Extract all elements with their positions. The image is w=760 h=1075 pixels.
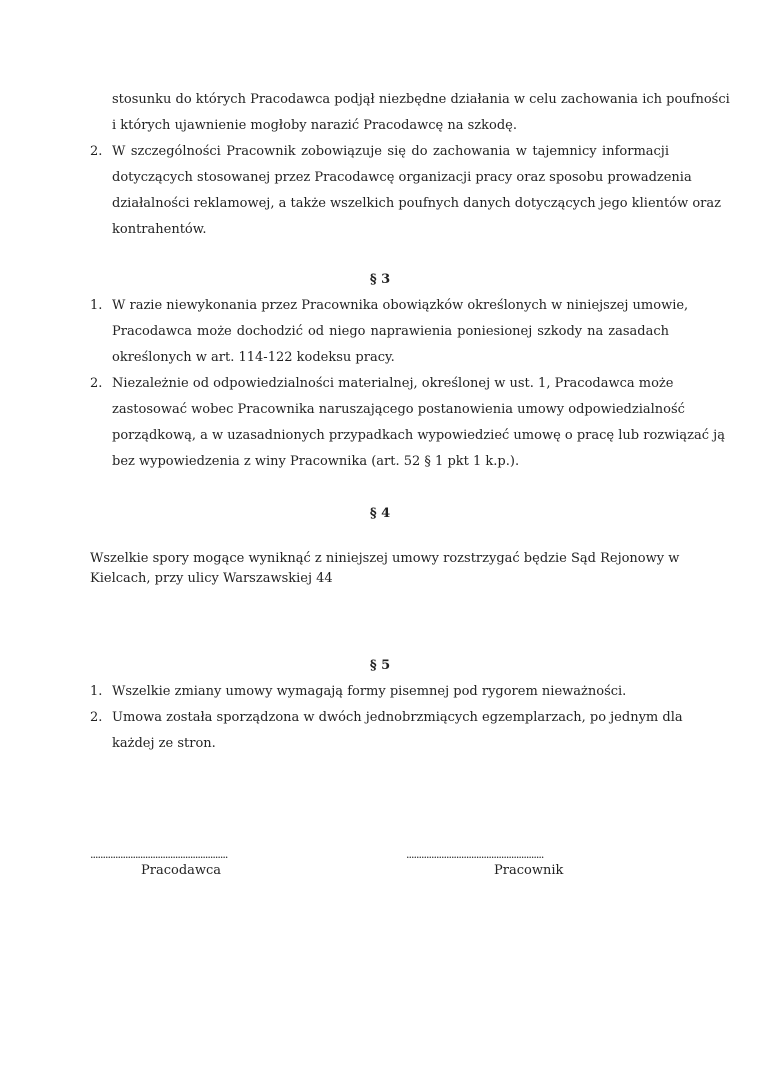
section2-item1-line2: i których ujawnienie mogłoby narazić Pracodawcę na szkodę.	[112, 118, 517, 133]
section5-item2-line1: Umowa została sporządzona w dwóch jednobrzmiących egzemplarzach, po jednym dla	[112, 710, 683, 725]
section3-item1-number: 1.	[90, 298, 103, 313]
section5-item1-line1: Wszelkie zmiany umowy wymagają formy pisemnej pod rygorem nieważności.	[112, 684, 627, 699]
section3-heading: § 3	[369, 272, 391, 287]
section2-item2-line1: W szczególności Pracownik zobowiązuje się do zachowania w tajemnicy informacji	[112, 144, 669, 159]
section2-item2-number: 2.	[90, 144, 103, 159]
section4-line2: Kielcach, przy ulicy Warszawskiej 44	[90, 571, 333, 586]
section4-line1: Wszelkie spory mogące wyniknąć z niniejszej umowy rozstrzygać będzie Sąd Rejonowy w	[90, 551, 680, 566]
section2-item1-line1: stosunku do których Pracodawca podjął niezbędne działania w celu zachowania ich poufności	[112, 92, 730, 107]
section3-item2-line4: bez wypowiedzenia z winy Pracownika (art. 52 § 1 pkt 1 k.p.).	[112, 454, 520, 469]
employee-signature-label: Pracownik	[494, 863, 564, 878]
section3-item1-line2: Pracodawca może dochodzić od niego naprawienia poniesionej szkody na zasadach	[112, 324, 669, 339]
section4-heading: § 4	[369, 506, 391, 521]
section3-item2-line1: Niezależnie od odpowiedzialności materialnej, określonej w ust. 1, Pracodawca może	[112, 376, 674, 391]
section3-item1-line3: określonych w art. 114-122 kodeksu pracy.	[112, 350, 395, 365]
employee-signature-line: .......................................................	[406, 848, 544, 861]
employer-signature-label: Pracodawca	[141, 863, 222, 878]
section5-heading: § 5	[369, 658, 391, 673]
section2-item2-line2: dotyczących stosowanej przez Pracodawcę organizacji pracy oraz sposobu prowadzenia	[112, 170, 692, 185]
section3-item2-number: 2.	[90, 376, 103, 391]
section5-item2-line2: każdej ze stron.	[112, 736, 216, 751]
section2-item2-line4: kontrahentów.	[112, 222, 207, 237]
employer-signature-line: .......................................................	[90, 848, 228, 861]
section3-item2-line2: zastosować wobec Pracownika naruszającego postanowienia umowy odpowiedzialność	[112, 402, 685, 417]
section3-item2-line3: porządkową, a w uzasadnionych przypadkach wypowiedzieć umowę o pracę lub rozwiązać ją	[112, 428, 725, 443]
section3-item1-line1: W razie niewykonania przez Pracownika obowiązków określonych w niniejszej umowie,	[112, 298, 689, 313]
section5-item2-number: 2.	[90, 710, 103, 725]
section2-item2-line3: działalności reklamowej, a także wszelkich poufnych danych dotyczących jego klientów oraz	[112, 196, 721, 211]
section5-item1-number: 1.	[90, 684, 103, 699]
